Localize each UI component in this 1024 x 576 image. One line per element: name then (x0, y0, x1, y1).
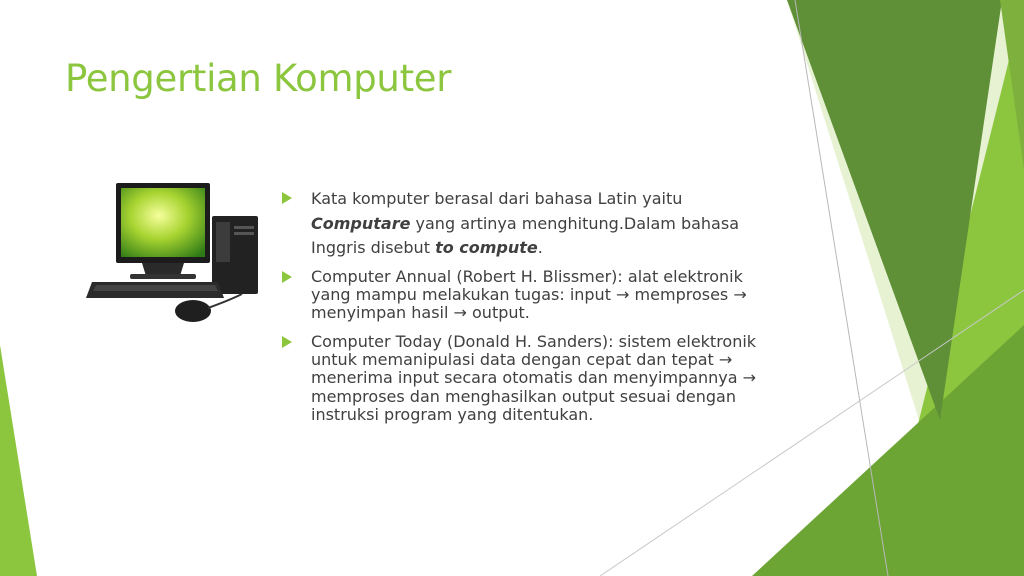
bullet-text: Kata komputer berasal dari bahasa Latin yaitu Computare yang artinya menghitung.Dalam bahasa Inggris disebut to compute. (311, 189, 739, 257)
bullet-item (282, 268, 762, 322)
triangle-bullet-icon (282, 192, 292, 204)
bullet-text: Computer Today (Donald H. Sanders): sistem elektronik untuk memanipulasi data dengan cepat dan tepat → menerima input secara otomatis dan menyimpannya → memproses dan menghasilkan output sesuai dengan instruksi program yang ditentukan. (311, 331, 757, 425)
bullet-list (282, 187, 762, 425)
slide-title: Pengertian Komputer (65, 57, 452, 100)
emphasis-term: Computare (311, 213, 411, 233)
left-green-triangle (0, 345, 37, 576)
monitor-screen (121, 188, 205, 257)
bullet-item (282, 333, 762, 425)
triangle-bullet-icon (282, 271, 292, 283)
bottom-right-triangle (752, 325, 1024, 576)
triangle-bullet-icon (282, 336, 292, 348)
bullet-item (282, 187, 762, 261)
monitor-base (130, 274, 196, 279)
bullet-text: Computer Annual (Robert H. Blissmer): alat elektronik yang mampu melakukan tugas: input → memproses → menyimpan hasil → output. (311, 266, 747, 322)
mouse (175, 300, 211, 322)
emphasis-term: to compute (435, 238, 538, 257)
computer-image (82, 182, 268, 326)
tower-panel (216, 222, 230, 262)
